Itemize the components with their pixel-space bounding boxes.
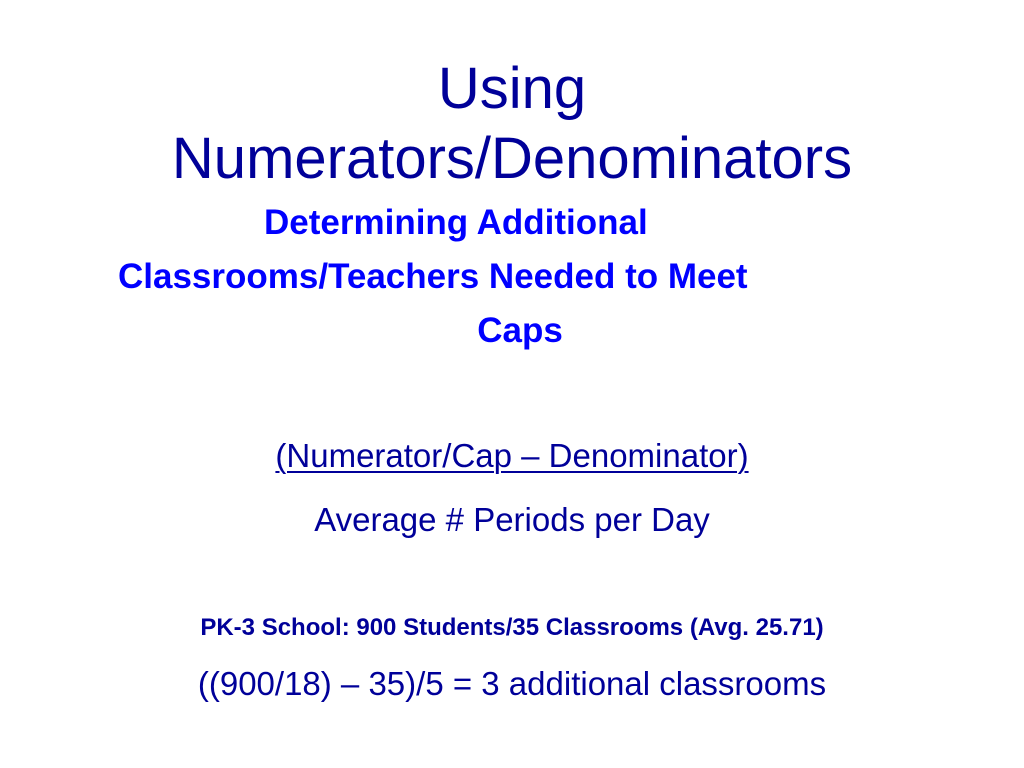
slide-title [0,54,1024,194]
subtitle-line-3: Caps [477,311,563,350]
slide-title-line-2: Numerators/Denominators [171,126,853,191]
slide-subtitle [100,196,940,358]
example-heading: PK-3 School: 900 Students/35 Classrooms (Avg. 25.71) [200,614,824,641]
formula-denominator: Average # Periods per Day [314,501,710,538]
subtitle-line-1: Determining Additional [264,203,648,242]
subtitle-line-2: Classrooms/Teachers Needed to Meet [118,257,748,296]
slide-title-line-1: Using [437,56,587,121]
formula-numerator: (Numerator/Cap – Denominator) [275,437,749,474]
example-calculation: ((900/18) – 35)/5 = 3 additional classrooms [197,665,827,702]
